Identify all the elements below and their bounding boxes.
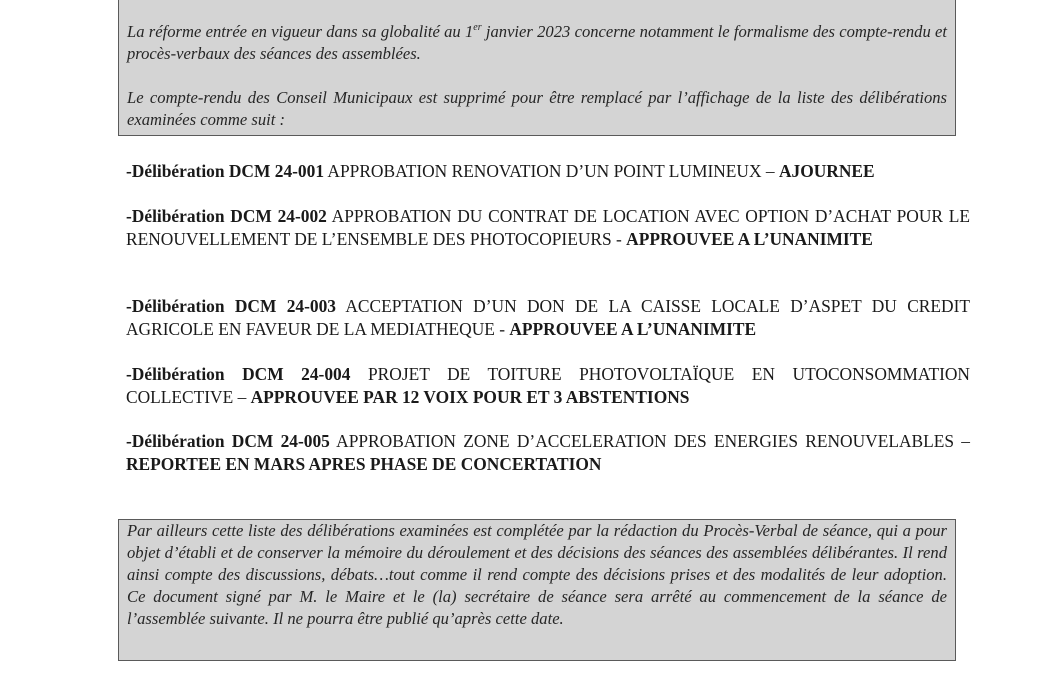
deliberation-decision: APPROUVEE A L’UNANIMITE <box>509 319 757 339</box>
deliberation-decision: AJOURNEE <box>778 161 875 181</box>
intro-paragraph-1 <box>127 21 947 65</box>
intro-paragraph-1-text-a: La réforme entrée en vigueur dans sa globalité au 1 <box>127 22 474 41</box>
deliberation-title: APPROBATION DU CONTRAT DE LOCATION AVEC OPTION D’ACHAT POUR LE RENOUVELLEMENT DE L’ENSEMBLE DES PHOTOCOPIEURS - <box>126 206 970 249</box>
deliberation-item <box>126 363 970 409</box>
deliberation-ref: -Délibération DCM 24-001 <box>126 161 325 181</box>
deliberation-title: APPROBATION ZONE D’ACCELERATION DES ENERGIES RENOUVELABLES – <box>329 431 970 451</box>
intro-paragraph-1-text-b: janvier 2023 concerne notamment le formalisme des compte-rendu et procès-verbaux des séances des assemblées. <box>127 22 947 63</box>
deliberation-title: ACCEPTATION D’UN DON DE LA CAISSE LOCALE D’ASPET DU CREDIT AGRICOLE EN FAVEUR DE LA MEDIATHEQUE - <box>126 296 970 339</box>
deliberation-ref: -Délibération DCM 24-004 <box>126 364 351 384</box>
deliberation-ref: -Délibération DCM 24-003 <box>126 296 336 316</box>
intro-paragraph-2: Le compte-rendu des Conseil Municipaux est supprimé pour être remplacé par l’affichage de la liste des délibérations examinées comme suit : <box>127 88 947 129</box>
deliberation-ref: -Délibération DCM 24-005 <box>126 431 330 451</box>
deliberation-item <box>126 430 970 476</box>
deliberation-item <box>126 160 970 183</box>
deliberation-title: APPROBATION RENOVATION D’UN POINT LUMINEUX – <box>324 161 779 181</box>
deliberation-decision: REPORTEE EN MARS APRES PHASE DE CONCERTATION <box>126 454 602 474</box>
outro-paragraph: Par ailleurs cette liste des délibérations examinées est complétée par la rédaction du Procès-Verbal de séance, qui a pour objet d’établi et de conserver la mémoire du déroulement et des décisions des séances des assemblées délibérantes. Il rend ainsi compte des discussions, débats…tout comme il rend compte des décisions prises et des modalités de leur adoption. Ce document signé par M. le Maire et le (la) secrétaire de séance sera arrêté au commencement de la séance de l’assemblée suivante. Il ne pourra être publié qu’après cette date. <box>127 521 947 628</box>
outro-note-box <box>118 519 956 661</box>
intro-note-box <box>118 0 956 136</box>
deliberation-ref: -Délibération DCM 24-002 <box>126 206 327 226</box>
deliberation-decision: APPROUVEE A L’UNANIMITE <box>626 229 873 249</box>
deliberation-title: PROJET DE TOITURE PHOTOVOLTAÏQUE EN UTOCONSOMMATION COLLECTIVE – <box>126 364 970 407</box>
deliberation-item <box>126 205 970 251</box>
ordinal-superscript: er <box>473 22 482 33</box>
deliberation-item <box>126 295 970 341</box>
deliberation-decision: APPROUVEE PAR 12 VOIX POUR ET 3 ABSTENTIONS <box>250 387 690 407</box>
